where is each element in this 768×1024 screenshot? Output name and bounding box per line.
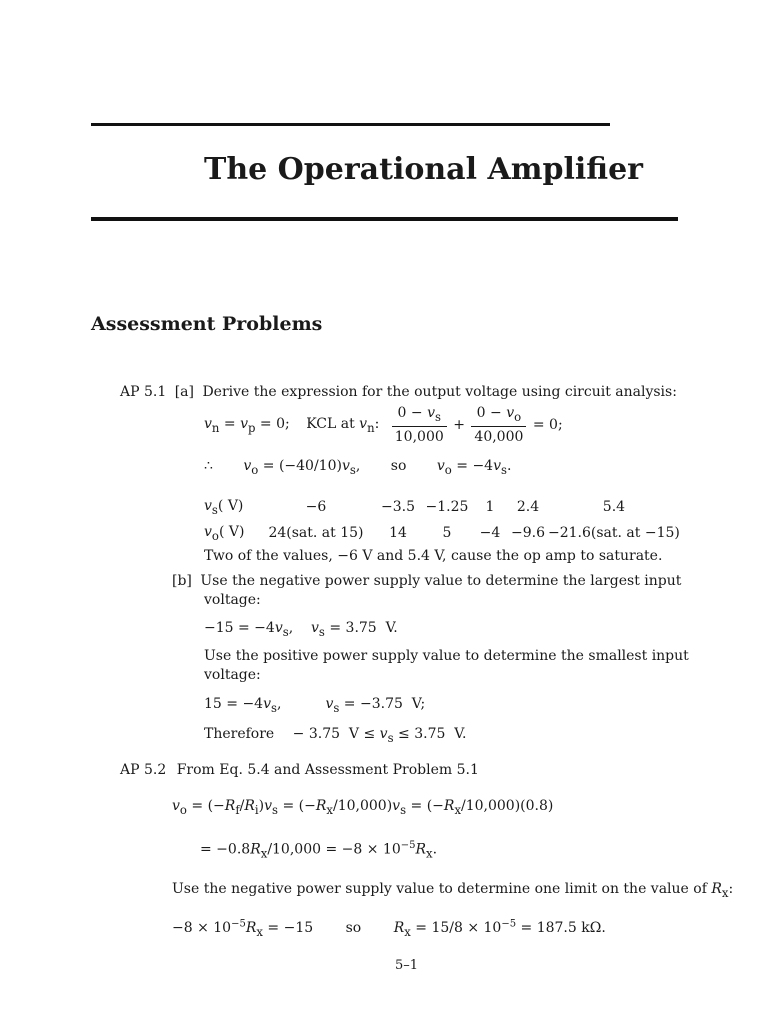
table-cell: 2.4 (516, 499, 540, 515)
range-equation (204, 726, 466, 745)
part-b-line1 (172, 573, 681, 589)
positive-supply-line1: Use the positive power supply value to determine the smallest input (204, 648, 689, 664)
ap52-equation-1: $v_o = (-R_f/R_i)v_s = (-R_x/10,000)v_s = (-R_x/10,000)(0.8)$ (172, 798, 554, 817)
fraction-vo-denominator: 40,000 (474, 428, 524, 445)
gain-eq-b: $v_o = -4v_s$. (436, 458, 512, 477)
ap52-equation-2: = $-0.8R_x/10,000 = -8 \times 10^{-5}R_x$. (200, 840, 438, 861)
table-cell: 5.4 (602, 499, 626, 515)
table-cell: −1.25 (425, 499, 469, 515)
ap51-number: AP 5.1 (120, 384, 167, 400)
row-label-vo: $v_o$( V) (204, 523, 245, 543)
ap51-part-a-tag: [a] (174, 384, 194, 400)
ap52-eq3-b: $R_x = 15/8 \times 10^{-5} = 187.5$ kΩ. (393, 918, 606, 939)
table-row-vo (204, 520, 680, 546)
section-heading: Assessment Problems (91, 313, 323, 335)
table-cell: −4 (479, 525, 501, 541)
largest-input-equation: $-15 = -4v_s$, $v_s = 3.75$ V. (204, 620, 398, 639)
fraction-vo (471, 405, 526, 445)
chapter-title: The Operational Amplifier (204, 152, 643, 187)
gain-eq-a: $v_o = (-40/10)v_s$, (243, 458, 361, 477)
part-b-tag: [b] (172, 573, 192, 589)
kcl-left: $v_n = v_p = 0$; (204, 415, 290, 435)
fraction-vs (392, 405, 447, 445)
positive-supply-line2: voltage: (204, 667, 261, 683)
ap52-text-2: Use the negative power supply value to determine one limit on the value of $R_x$: (172, 881, 734, 900)
gain-so: so (390, 458, 407, 474)
top-rule (91, 123, 610, 126)
table-cell: −6 (305, 499, 327, 515)
voltage-table (204, 494, 680, 546)
range-eq: − 3.75 $V \le v_s \le 3.75$ V. (292, 726, 467, 745)
ap52-equation-3 (172, 918, 606, 938)
saturate-note: Two of the values, −6 V and 5.4 V, cause the op amp to saturate. (204, 548, 663, 564)
table-cell: 1 (485, 499, 495, 515)
ap51-label (120, 384, 677, 400)
therefore-word: Therefore (204, 726, 275, 742)
fraction-vo-numerator: $0 - v_o$ (471, 405, 526, 427)
therefore-symbol: ∴ (204, 458, 213, 474)
row-label-vs: $v_s$( V) (204, 497, 244, 517)
fraction-vs-denominator: 10,000 (394, 428, 444, 445)
gain-equation (204, 458, 511, 477)
part-b-line2: voltage: (204, 592, 261, 608)
smallest-input-equation: $15 = -4v_s$, $v_s = -3.75$ V; (204, 696, 426, 715)
kcl-label: KCL at $v_n$: (306, 415, 380, 435)
ap52-number: AP 5.2 (120, 762, 167, 778)
page-number: 5–1 (395, 958, 419, 973)
ap52-label (120, 762, 479, 778)
table-cell: 14 (389, 525, 407, 541)
ap51-part-a-text: Derive the expression for the output voltage using circuit analysis: (202, 384, 677, 400)
table-cell: 5 (442, 525, 452, 541)
fraction-vs-numerator: $0 - v_s$ (392, 405, 447, 427)
table-cell: −3.5 (381, 499, 415, 515)
ap52-so: so (345, 919, 362, 936)
ap52-text: From Eq. 5.4 and Assessment Problem 5.1 (176, 762, 479, 778)
part-b-text: Use the negative power supply value to determine the largest input (200, 573, 682, 589)
table-cell: −21.6(sat. at −15) (548, 525, 680, 541)
bottom-rule (91, 217, 678, 221)
kcl-equation: $v_n = v_p = 0$; KCL at $v_n$: $\frac{0 - v_s}{10,000}$ + $\frac{0 - v_o}{40,000}$ = 0; (204, 405, 563, 445)
ap52-eq3-a: $-8 \times 10^{-5}R_x = -15$ (172, 918, 314, 939)
table-cell: −9.6 (511, 525, 545, 541)
kcl-end: = 0; (532, 416, 563, 433)
table-row-vs (204, 494, 680, 520)
table-cell: 24(sat. at 15) (268, 525, 364, 541)
